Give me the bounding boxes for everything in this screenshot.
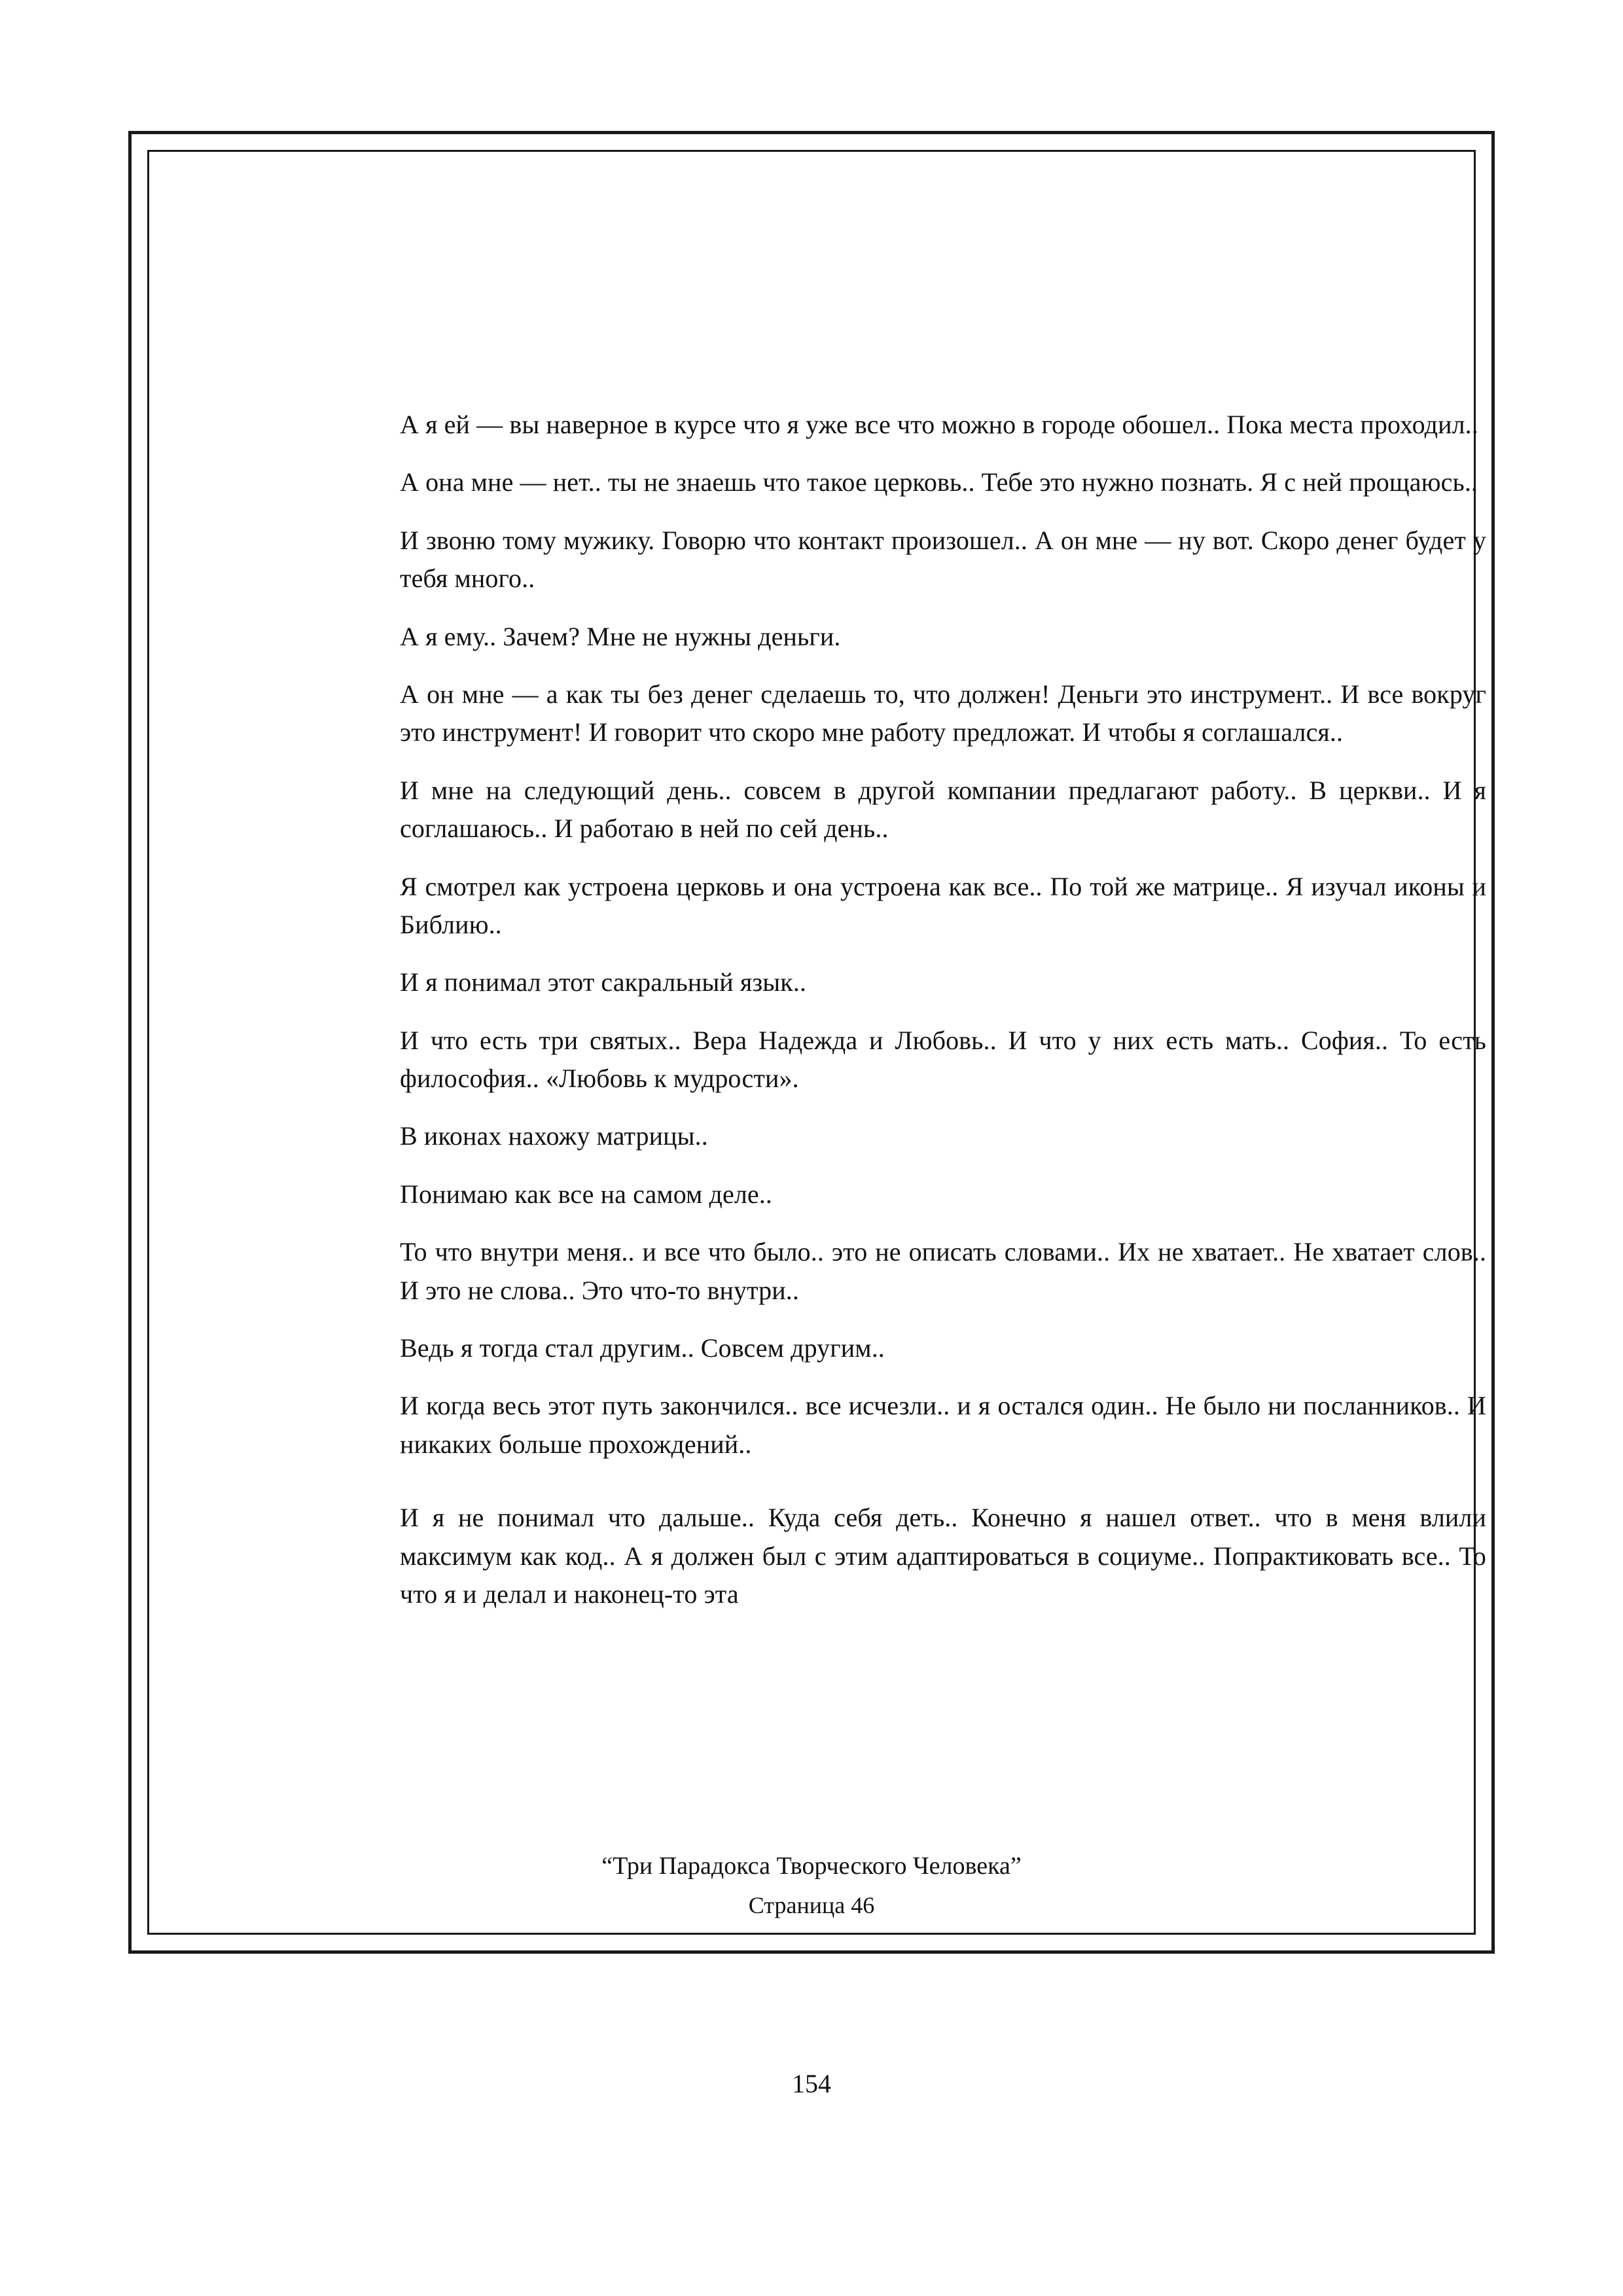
paragraph: В иконах нахожу матрицы.. (400, 1121, 708, 1151)
paragraph: И я не понимал что дальше.. Куда себя деть.. Конечно я нашел ответ.. что в меня влили максимум как код.. А я должен был с этим адаптироваться в социуме.. Попрактиковать все.. То что я и делал и наконец-то эта (400, 1503, 1486, 1609)
paragraph: Ведь я тогда стал другим.. Совсем другим.. (400, 1333, 885, 1363)
book-title: “Три Парадокса Творческого Человека” (601, 1852, 1022, 1880)
paragraph: И что есть три святых.. Вера Надежда и Любовь.. И что у них есть мать.. София.. То есть философия.. «Любовь к мудрости». (400, 1025, 1486, 1094)
paragraph: Понимаю как все на самом деле.. (400, 1179, 772, 1209)
decorative-frame-outer (128, 131, 1495, 1954)
folio-number: 154 (792, 2069, 831, 2098)
paragraph: То что внутри меня.. и все что было.. это не описать словами.. Их не хватает.. Не хватает слов.. И это не слова.. Это что-то внутри.. (400, 1237, 1486, 1305)
paragraph: А я ему.. Зачем? Мне не нужны деньги. (400, 621, 841, 651)
paragraph: И когда весь этот путь закончился.. все исчезли.. и я остался один.. Не было ни посланников.. И никаких больше прохождений.. (400, 1391, 1486, 1459)
paragraph: И мне на следующий день.. совсем в другой компании предлагают работу.. В церкви.. И я соглашаюсь.. И работаю в ней по сей день.. (400, 775, 1486, 844)
paragraph: А она мне — нет.. ты не знаешь что такое церковь.. Тебе это нужно познать. Я с ней прощаюсь.. (400, 467, 1478, 497)
paragraph: А я ей — вы наверное в курсе что я уже все что можно в городе обошел.. Пока места проходил.. (400, 410, 1478, 439)
paragraph: А он мне — а как ты без денег сделаешь то, что должен! Деньги это инструмент.. И все вокруг это инструмент! И говорит что скоро мне работу предложат. И чтобы я соглашался.. (400, 679, 1486, 747)
page-footer (132, 1849, 1491, 1922)
page-label: Страница 46 (748, 1892, 875, 1919)
paragraph: Я смотрел как устроена церковь и она устроена как все.. По той же матрице.. Я изучал иконы и Библию.. (400, 871, 1486, 939)
paragraph: И я понимал этот сакральный язык.. (400, 967, 807, 997)
body-text-column (400, 406, 1486, 1613)
paragraph: И звоню тому мужику. Говорю что контакт произошел.. А он мне — ну вот. Скоро денег будет у тебя много.. (400, 525, 1486, 594)
